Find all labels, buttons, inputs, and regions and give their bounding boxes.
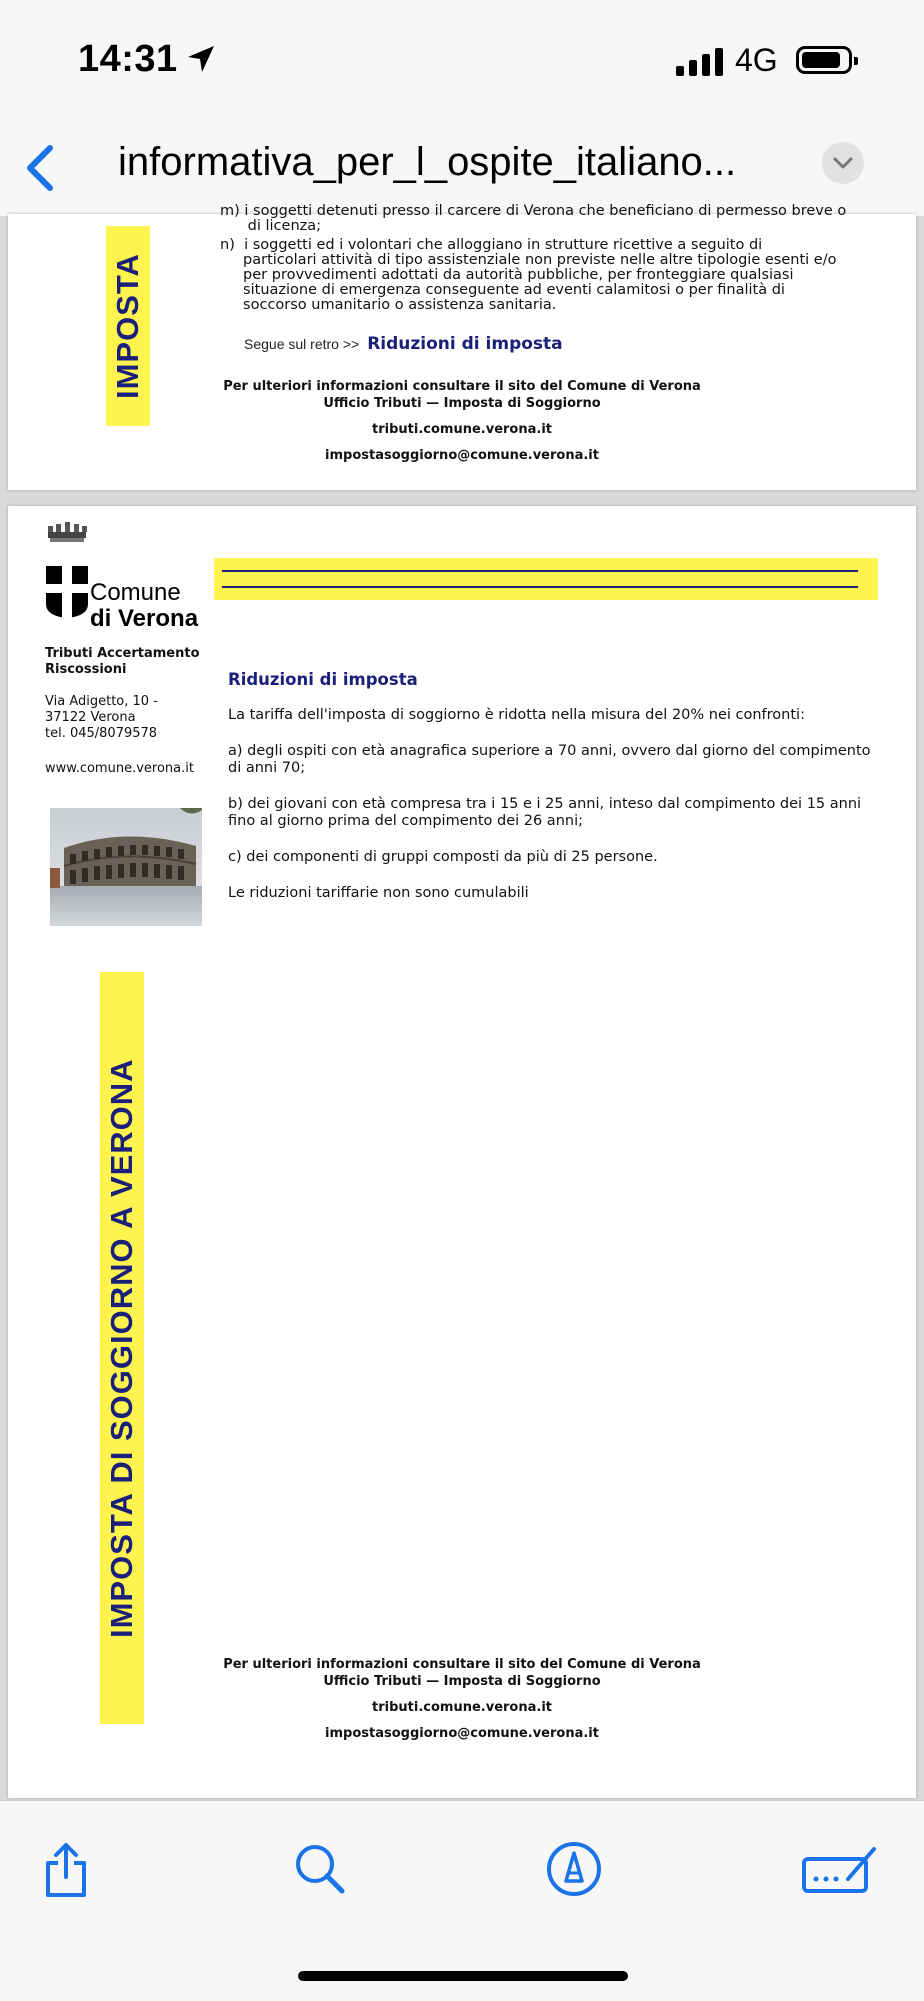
logo-line2: di Verona [90, 605, 199, 632]
reduction-item-a: a) degli ospiti con età anagrafica superiore a 70 anni, ovvero dal giorno del compimento di anni 70; [228, 743, 871, 776]
office-address: Via Adigetto, 10 - 37122 Verona tel. 045/8079578 [45, 694, 158, 741]
title-menu-button[interactable] [822, 142, 864, 184]
footer-website: tributi.comune.verona.it [372, 422, 552, 437]
verona-coat-of-arms-logo [44, 522, 90, 618]
vertical-banner: IMPOSTA [106, 226, 150, 426]
list-item-m: m) i soggetti detenuti presso il carcere di Verona che beneficiano di permesso breve o di licenza; [220, 203, 847, 234]
markup-icon[interactable] [544, 1839, 604, 1899]
pdf-page-2 [8, 506, 916, 1798]
reduction-item-c: c) dei componenti di gruppi composti da più di 25 persone. [228, 849, 658, 865]
office-name: Tributi Accertamento Riscossioni [45, 646, 200, 677]
continue-note [244, 334, 563, 354]
continue-link: Riduzioni di imposta [367, 334, 563, 354]
home-indicator [298, 1971, 628, 1981]
section-heading: Riduzioni di imposta [228, 670, 418, 689]
search-icon[interactable] [290, 1839, 350, 1899]
footer-line2: Ufficio Tributi — Imposta di Soggiorno [323, 396, 601, 411]
continue-label: Segue sul retro >> [244, 336, 360, 352]
footer-website: tributi.comune.verona.it [372, 1700, 552, 1715]
status-bar [0, 0, 924, 120]
reduction-item-b: b) dei giovani con età compresa tra i 15 e i 25 anni, inteso dal compimento dei 15 anni fino al giorno prima del compimento dei 26 anni; [228, 796, 862, 829]
page1-footer [8, 378, 916, 464]
list-item-n: n) i soggetti ed i volontari che alloggiano in strutture ricettive a seguito di particolari attività di tipo assistenziale non previste nelle altre tipologie esenti e/o per provvedimenti adottati da autorità pubbliche, per fronteggiare qualsiasi situazione di emergenza conseguente ad eventi calamitosi o per finalità di soccorso umanitario o assistenza sanitaria. [220, 237, 837, 313]
footer-line1: Per ulteriori informazioni consultare il sito del Comune di Verona [223, 379, 701, 394]
pdf-page-1 [8, 203, 916, 490]
reductions-section [228, 670, 878, 921]
network-type: 4G [735, 42, 778, 78]
footer-line1: Per ulteriori informazioni consultare il sito del Comune di Verona [223, 1657, 701, 1672]
document-title[interactable]: informativa_per_l_ospite_italiano... [118, 140, 737, 184]
arena-di-verona-photo [50, 808, 202, 926]
footer-email: impostasoggiorno@comune.verona.it [325, 448, 599, 463]
intro-text: La tariffa dell'imposta di soggiorno è ridotta nella misura del 20% nei confronti: [228, 707, 805, 723]
office-website: www.comune.verona.it [45, 761, 194, 776]
page2-footer [8, 1656, 916, 1742]
chevron-down-icon [832, 156, 854, 170]
bottom-toolbar [0, 1800, 924, 2001]
status-time: 14:31 [78, 38, 178, 80]
signature-icon[interactable] [800, 1839, 880, 1899]
non-cumulative-note: Le riduzioni tariffarie non sono cumulabili [228, 885, 529, 901]
vertical-banner: IMPOSTA DI SOGGIORNO A VERONA [100, 972, 144, 1724]
logo-line1: Comune [90, 579, 181, 606]
battery-icon [796, 46, 852, 74]
footer-email: impostasoggiorno@comune.verona.it [325, 1726, 599, 1741]
footer-line2: Ufficio Tributi — Imposta di Soggiorno [323, 1674, 601, 1689]
cellular-signal-icon [676, 48, 723, 76]
header-band [214, 558, 878, 600]
location-arrow-icon [186, 44, 216, 74]
logo-text [90, 580, 198, 632]
back-chevron-icon[interactable] [18, 140, 66, 196]
share-icon[interactable] [36, 1839, 96, 1899]
navigation-bar [0, 120, 924, 216]
